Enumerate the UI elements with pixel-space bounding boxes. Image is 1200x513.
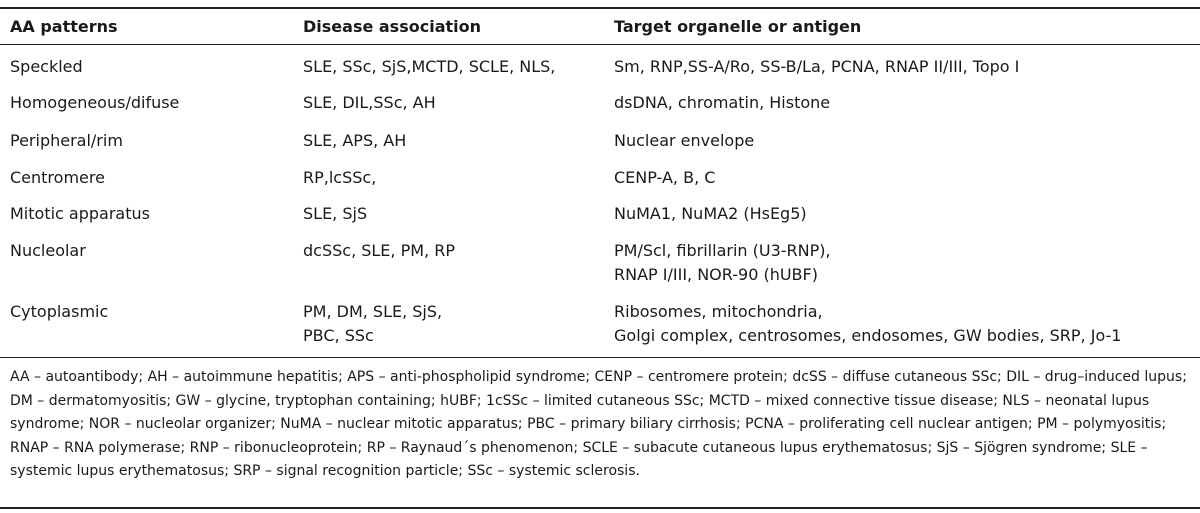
header-disease-association: Disease association — [303, 17, 481, 36]
disease-cell: SLE, SSc, SjS,MCTD, SCLE, NLS, — [303, 57, 556, 76]
pattern-cell: Peripheral/rim — [10, 131, 123, 150]
table-top-rule — [0, 7, 1200, 9]
header-rule — [0, 44, 1200, 45]
target-cell: CENP-A, B, C — [614, 168, 716, 187]
target-cell: NuMA1, NuMA2 (HsEg5) — [614, 204, 807, 223]
disease-cell: RP,lcSSc, — [303, 168, 377, 187]
header-target-organelle: Target organelle or antigen — [614, 17, 862, 36]
header-aa-patterns: AA patterns — [10, 17, 118, 36]
disease-cell: SLE, APS, AH — [303, 131, 407, 150]
disease-cell: SLE, SjS — [303, 204, 368, 223]
abbreviations-footnote: AA – autoantibody; AH – autoimmune hepatitis; APS – anti-phospholipid syndrome; CENP – centromere protein; dcSS – diffuse cutaneous SSc; DIL – drug–induced lupus; DM – dermatomyositis; GW – glycine, tryptophan containing; hUBF; 1cSSc – limited cutaneous SSc; MCTD – mixed connective tissue disease; NLS – neonatal lupus syndrome; NOR – nucleolar organizer; NuMA – nuclear mitotic apparatus; PBC – primary biliary cirrhosis; PCNA – proliferating cell nuclear antigen; PM – polymyositis; RNAP – RNA polymerase; RNP – ribonucleoprotein; RP – Raynaud´s phenomenon; SCLE – subacute cutaneous lupus erythematosus; SjS – Sjögren syndrome; SLE – systemic lupus erythematosus; SRP – signal recognition particle; SSc – systemic sclerosis. — [10, 369, 1187, 479]
target-cell: Ribosomes, mitochondria, — [614, 302, 823, 321]
pattern-cell: Speckled — [10, 57, 83, 76]
target-cell: PM/Scl, fibrillarin (U3-RNP), — [614, 241, 831, 260]
target-cell: Nuclear envelope — [614, 131, 755, 150]
target-cell: Sm, RNP,SS-A/Ro, SS-B/La, PCNA, RNAP II/III, Topo I — [614, 57, 1020, 76]
target-cell-continuation: RNAP I/III, NOR-90 (hUBF) — [614, 265, 818, 284]
target-cell-continuation: Golgi complex, centrosomes, endosomes, GW bodies, SRP, Jo-1 — [614, 326, 1122, 345]
target-cell: dsDNA, chromatin, Histone — [614, 93, 831, 112]
table-bottom-rule — [0, 507, 1200, 509]
disease-cell: PM, DM, SLE, SjS, — [303, 302, 443, 321]
disease-cell: SLE, DIL,SSc, AH — [303, 93, 436, 112]
pattern-cell: Nucleolar — [10, 241, 86, 260]
pattern-cell: Homogeneous/difuse — [10, 93, 180, 112]
footnote-rule — [0, 357, 1200, 358]
pattern-cell: Centromere — [10, 168, 105, 187]
disease-cell-continuation: PBC, SSc — [303, 326, 374, 345]
pattern-cell: Cytoplasmic — [10, 302, 109, 321]
pattern-cell: Mitotic apparatus — [10, 204, 150, 223]
disease-cell: dcSSc, SLE, PM, RP — [303, 241, 455, 260]
